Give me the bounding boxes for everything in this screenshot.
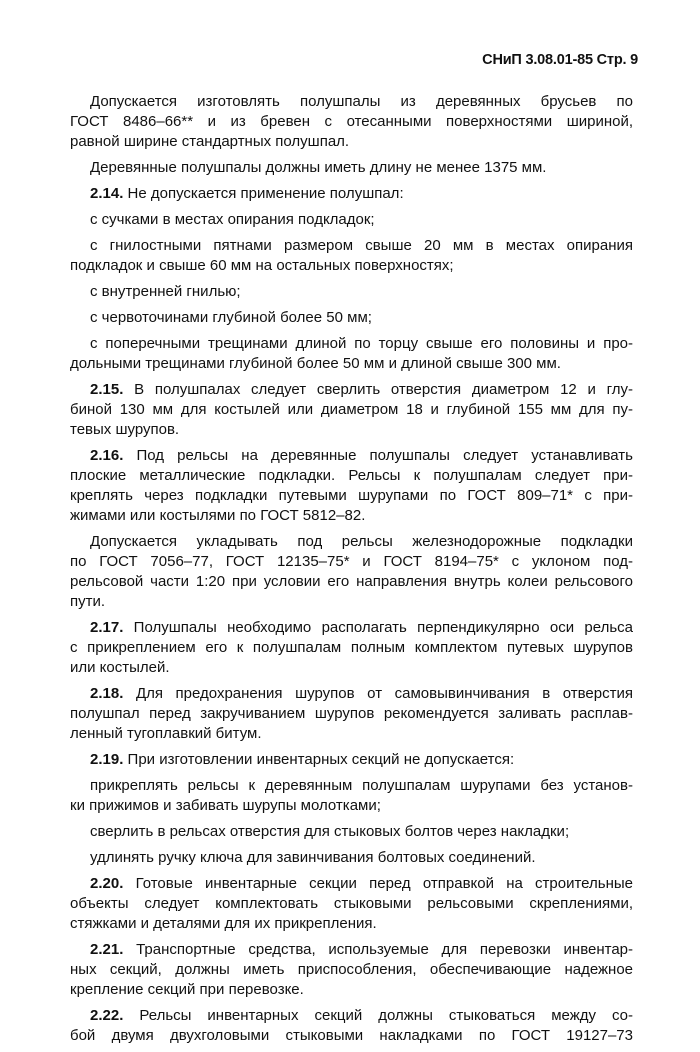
paragraph xyxy=(70,940,633,1000)
line-text: с гнилостными пятнами размером свыше 20 мм в местах опирания xyxy=(90,237,633,254)
clause-number: 2.21. xyxy=(90,941,124,958)
line-text: стяжками и деталями для их прикрепления. xyxy=(70,915,377,932)
paragraph xyxy=(70,848,633,868)
paragraph-line xyxy=(70,400,633,420)
line-text: подкладок и свыше 60 мм на остальных поверхностях; xyxy=(70,257,454,274)
paragraph xyxy=(70,750,633,770)
paragraph-line xyxy=(70,940,633,960)
line-text: ных секций, должны иметь приспособления, обеспечивающие надежное xyxy=(70,961,633,978)
paragraph-line xyxy=(70,848,633,868)
clause-number: 2.15. xyxy=(90,381,124,398)
line-text: креплять через подкладки путевыми шурупами по ГОСТ 809–71* с при- xyxy=(70,487,633,504)
paragraph-line xyxy=(70,420,633,440)
paragraph-line xyxy=(70,552,633,572)
line-text: ки прижимов и забивать шурупы молотками; xyxy=(70,797,381,814)
line-text: пути. xyxy=(70,593,106,610)
line-text: с внутренней гнилью; xyxy=(90,283,241,300)
paragraph xyxy=(70,308,633,328)
paragraph xyxy=(70,92,633,152)
paragraph xyxy=(70,618,633,678)
line-text: Полушпалы необходимо располагать перпендикулярно оси рельса xyxy=(123,619,633,636)
paragraph-line xyxy=(70,236,633,256)
line-text: по ГОСТ 7056–77, ГОСТ 12135–75* и ГОСТ 8194–75* с уклоном под- xyxy=(70,553,633,570)
paragraph-line xyxy=(70,980,633,1000)
line-text: полушпал перед закручиванием шурупов рекомендуется заливать расплав- xyxy=(70,705,633,722)
paragraph xyxy=(70,684,633,744)
paragraph-line xyxy=(70,658,633,678)
paragraph-line xyxy=(70,92,633,112)
paragraph-line xyxy=(70,822,633,842)
paragraph-line xyxy=(70,618,633,638)
paragraph-line xyxy=(70,466,633,486)
line-text: Допускается изготовлять полушпалы из деревянных брусьев по xyxy=(90,93,633,110)
line-text: дольными трещинами глубиной более 50 мм и длиной свыше 300 мм. xyxy=(70,355,561,372)
line-text: равной ширине стандартных полушпал. xyxy=(70,133,350,150)
line-text: биной 130 мм для костылей или диаметром 18 и глубиной 155 мм для пу- xyxy=(70,401,633,418)
paragraph-line xyxy=(70,334,633,354)
paragraph-line xyxy=(70,308,633,328)
paragraph xyxy=(70,236,633,276)
paragraph-line xyxy=(70,776,633,796)
line-text: Допускается укладывать под рельсы железнодорожные подкладки xyxy=(90,533,633,550)
line-text: бой двумя двухголовыми стыковыми накладками по ГОСТ 19127–73 xyxy=(70,1027,633,1044)
line-text: ГОСТ 8486–66** и из бревен с отесанными поверхностями шириной, xyxy=(70,113,633,130)
paragraph xyxy=(70,282,633,302)
paragraph xyxy=(70,532,633,612)
paragraph xyxy=(70,184,633,204)
line-text: При изготовлении инвентарных секций не допускается: xyxy=(123,751,515,768)
paragraph-line xyxy=(70,960,633,980)
line-text: ленный тугоплавкий битум. xyxy=(70,725,262,742)
paragraph-line xyxy=(70,684,633,704)
line-text: Не допускается применение полушпал: xyxy=(123,185,404,202)
paragraph-line xyxy=(70,1026,633,1046)
paragraph-line xyxy=(70,256,633,276)
clause-number: 2.19. xyxy=(90,751,124,768)
paragraph-line xyxy=(70,446,633,466)
paragraph xyxy=(70,158,633,178)
clause-number: 2.14. xyxy=(90,185,124,202)
line-text: прикреплять рельсы к деревянным полушпалам шурупами без установ- xyxy=(90,777,633,794)
line-text: плоские металлические подкладки. Рельсы к полушпалам следует при- xyxy=(70,467,633,484)
line-text: сверлить в рельсах отверстия для стыковых болтов через накладки; xyxy=(90,823,570,840)
line-text: Для предохранения шурупов от самовывинчивания в отверстия xyxy=(123,685,633,702)
page-header: СНиП 3.08.01-85 Стр. 9 xyxy=(482,52,638,68)
paragraph-line xyxy=(70,532,633,552)
paragraph-line xyxy=(70,750,633,770)
line-text: Рельсы инвентарных секций должны стыковаться между со- xyxy=(123,1007,633,1024)
clause-number: 2.20. xyxy=(90,875,124,892)
paragraph-line xyxy=(70,282,633,302)
paragraph-line xyxy=(70,354,633,374)
paragraph-line xyxy=(70,132,633,152)
paragraph-line xyxy=(70,638,633,658)
paragraph-line xyxy=(70,704,633,724)
line-text: Под рельсы на деревянные полушпалы следует устанавливать xyxy=(123,447,633,464)
line-text: тевых шурупов. xyxy=(70,421,180,438)
clause-number: 2.18. xyxy=(90,685,124,702)
paragraph xyxy=(70,776,633,816)
paragraph xyxy=(70,1006,633,1046)
paragraph-line xyxy=(70,486,633,506)
line-text: крепление секций при перевозке. xyxy=(70,981,304,998)
paragraph xyxy=(70,210,633,230)
clause-number: 2.22. xyxy=(90,1007,124,1024)
line-text: объекты следует комплектовать стыковыми рельсовыми скреплениями, xyxy=(70,895,633,912)
line-text: Готовые инвентарные секции перед отправкой на строительные xyxy=(123,875,633,892)
paragraph-line xyxy=(70,572,633,592)
line-text: жимами или костылями по ГОСТ 5812–82. xyxy=(70,507,366,524)
paragraph-line xyxy=(70,506,633,526)
paragraph xyxy=(70,874,633,934)
paragraph-line xyxy=(70,380,633,400)
paragraph-line xyxy=(70,874,633,894)
line-text: удлинять ручку ключа для завинчивания болтовых соединений. xyxy=(90,849,536,866)
line-text: В полушпалах следует сверлить отверстия диаметром 12 и глу- xyxy=(123,381,633,398)
line-text: с червоточинами глубиной более 50 мм; xyxy=(90,309,372,326)
paragraph-line xyxy=(70,592,633,612)
paragraph-line xyxy=(70,796,633,816)
paragraph-line xyxy=(70,724,633,744)
paragraph xyxy=(70,380,633,440)
paragraph-line xyxy=(70,914,633,934)
paragraph-line xyxy=(70,210,633,230)
line-text: или костылей. xyxy=(70,659,170,676)
paragraph xyxy=(70,446,633,526)
line-text: с прикреплением его к полушпалам полным комплектом путевых шурупов xyxy=(70,639,633,656)
paragraph xyxy=(70,822,633,842)
paragraph-line xyxy=(70,894,633,914)
line-text: Деревянные полушпалы должны иметь длину не менее 1375 мм. xyxy=(90,159,547,176)
clause-number: 2.17. xyxy=(90,619,124,636)
paragraph-line xyxy=(70,1006,633,1026)
clause-number: 2.16. xyxy=(90,447,124,464)
paragraph xyxy=(70,334,633,374)
paragraph-line xyxy=(70,158,633,178)
line-text: рельсовой части 1:20 при условии его направления внутрь колеи рельсового xyxy=(70,573,633,590)
line-text: Транспортные средства, используемые для перевозки инвентар- xyxy=(123,941,633,958)
document-body xyxy=(70,92,633,1052)
line-text: с сучками в местах опирания подкладок; xyxy=(90,211,375,228)
paragraph-line xyxy=(70,112,633,132)
line-text: с поперечными трещинами длиной по торцу свыше его половины и про- xyxy=(90,335,633,352)
paragraph-line xyxy=(70,184,633,204)
